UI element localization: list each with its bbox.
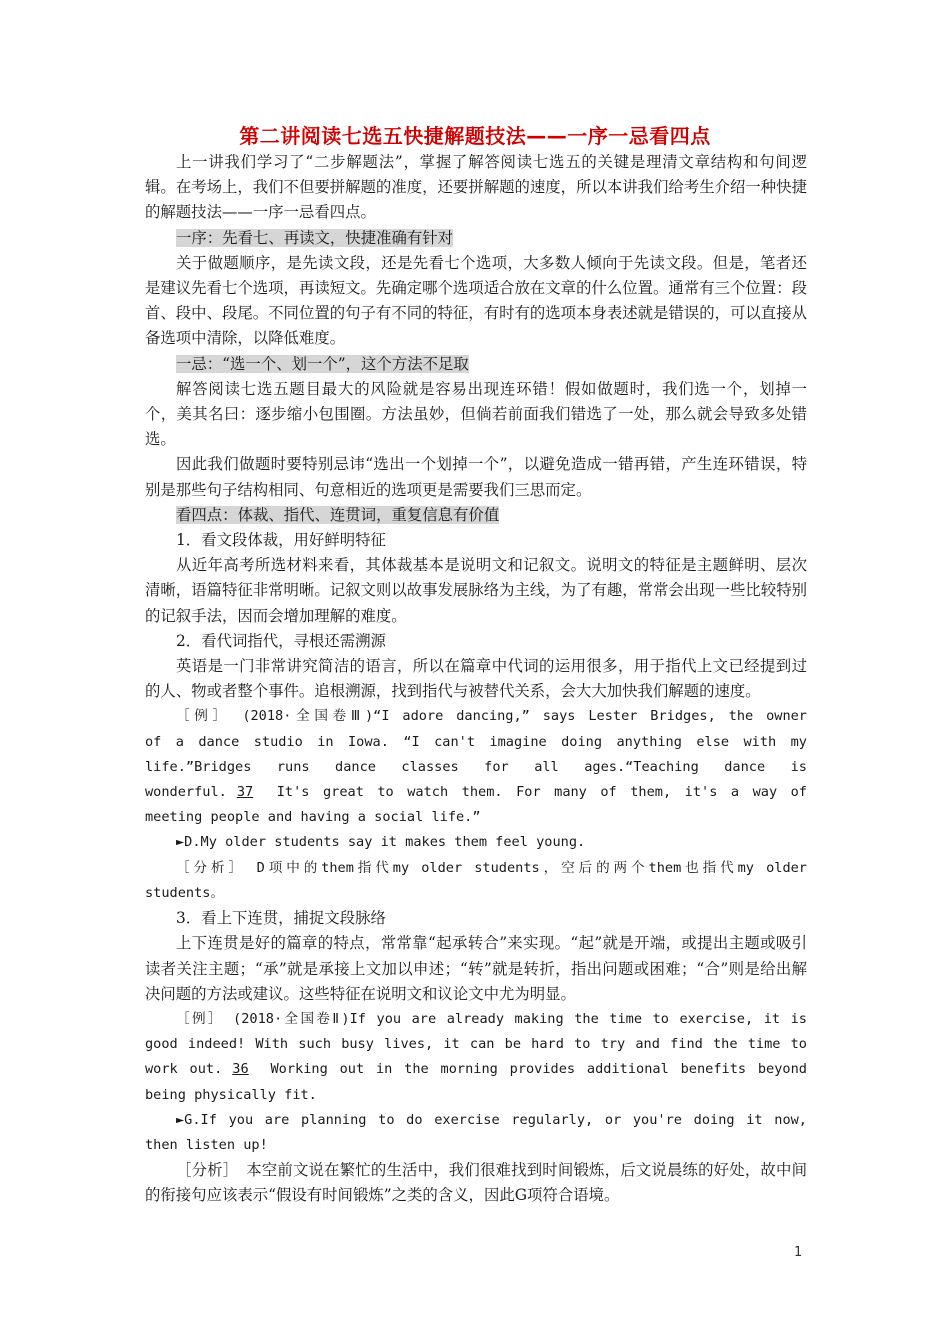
example-2-line: ［例］ (2018·全国卷Ⅱ)If you are already making the time to exercise, it is xyxy=(176,1010,807,1027)
example-1-text: It's great to watch them. For many of them, it's a way of xyxy=(263,784,807,801)
example-2-text: work out. xyxy=(145,1061,223,1078)
section-avoid-paragraph-2: 因此我们做题时要特别忌讳“选出一个划掉一个”，以避免造成一错再错，产生连环错误，特别是那些句子结构相同、句意相近的选项更是需要我们三思而定。 xyxy=(145,455,807,499)
section-heading-order xyxy=(145,226,807,251)
example-1-answer: ►D.My older students say it makes them feel young. xyxy=(176,834,586,851)
example-2-analysis: ［分析］ 本空前文说在繁忙的生活中，我们很难找到时间锻炼，后文说晨练的好处，故中间的衔接句应该表示“假设有时间锻炼”之类的含义，因此G项符合语境。 xyxy=(145,1161,807,1205)
example-1-line: ［例］ (2018·全国卷Ⅲ)“I adore dancing,” says Lester Bridges, the owner xyxy=(176,708,807,725)
point3-heading: 3．看上下连贯，捕捉文段脉络 xyxy=(176,909,386,928)
section-heading-four-points-text: 看四点：体裁、指代、连贯词，重复信息有价值 xyxy=(176,505,500,524)
section-heading-four-points xyxy=(145,503,807,528)
intro-paragraph: 上一讲我们学习了“二步解题法”，掌握了解答阅读七选五的关键是理清文章结构和句间逻辑。在考场上，我们不但要拼解题的准度，还要拼解题的速度，所以本讲我们给考生介绍一种快捷的解题技法——一序一忌看四点。 xyxy=(145,153,807,222)
example-1-text: wonderful. xyxy=(145,784,227,801)
example-2-answer: ►G.If you are planning to do exercise regularly, or you're doing it now, xyxy=(176,1111,807,1128)
example-1-line: meeting people and having a social life.” xyxy=(145,809,481,826)
example-1 xyxy=(145,704,807,906)
page-number: 1 xyxy=(794,1245,803,1260)
example-1-line: of a dance studio in Iowa. “I can't imagine doing anything else with my xyxy=(145,733,807,750)
example-2-answer: then listen up! xyxy=(145,1136,268,1153)
page-title: 第二讲阅读七选五快捷解题技法——一序一忌看四点 xyxy=(239,124,711,148)
section-order-paragraph: 关于做题顺序，是先读文段，还是先看七个选项，大多数人倾向于先读文段。但是，笔者还是建议先看七个选项，再读短文。先确定哪个选项适合放在文章的什么位置。通常有三个位置：段首、段中、段尾。不同位置的句子有不同的特征，有时有的选项本身表述就是错误的，可以直接从备选项中清除，以降低难度。 xyxy=(145,253,807,348)
example-2-line xyxy=(145,1057,807,1082)
example-1-line xyxy=(145,780,807,805)
example-1-analysis: students。 xyxy=(145,884,225,901)
example-2 xyxy=(145,1007,807,1158)
example-2-line: being physically fit. xyxy=(145,1086,317,1103)
point1-paragraph: 从近年高考所选材料来看，其体裁基本是说明文和记叙文。说明文的特征是主题鲜明、层次清晰，语篇特征非常明晰。记叙文则以故事发展脉络为主线，为了有趣，常常会出现一些比较特别的记叙手法，因而会增加理解的难度。 xyxy=(145,556,807,625)
section-heading-avoid-text: 一忌：“选一个、划一个”，这个方法不足取 xyxy=(176,354,469,373)
example-2-text: Working out in the morning provides additional benefits beyond xyxy=(258,1061,807,1078)
blank-37: 37 xyxy=(236,784,254,801)
point2-heading: 2．看代词指代，寻根还需溯源 xyxy=(176,631,386,650)
section-avoid-paragraph-1: 解答阅读七选五题目最大的风险就是容易出现连环错！假如做题时，我们选一个，划掉一个，美其名曰：逐步缩小包围圈。方法虽妙，但倘若前面我们错选了一处，那么就会导致多处错选。 xyxy=(145,379,807,449)
example-1-analysis: ［分析］ D项中的them指代my older students，空后的两个them也指代my older xyxy=(176,859,807,876)
section-heading-order-text: 一序：先看七、再读文，快捷准确有针对 xyxy=(176,228,454,247)
example-2-line: good indeed! With such busy lives, it can be hard to try and find the time to xyxy=(145,1036,807,1053)
point3-paragraph: 上下连贯是好的篇章的特点，常常靠“起承转合”来实现。“起”就是开端，或提出主题或吸引读者关注主题；“承”就是承接上文加以申述；“转”就是转折，指出问题或困难；“合”则是给出解决问题的方法或建议。这些特征在说明文和议论文中尤为明显。 xyxy=(145,934,807,1003)
document-body xyxy=(145,150,807,1209)
point1-heading: 1．看文段体裁，用好鲜明特征 xyxy=(176,531,386,550)
example-1-line: life.”Bridges runs dance classes for all ages.“Teaching dance is xyxy=(145,758,807,775)
blank-36: 36 xyxy=(232,1061,249,1078)
section-heading-avoid xyxy=(145,352,807,377)
point2-paragraph: 英语是一门非常讲究简洁的语言，所以在篇章中代词的运用很多，用于指代上文已经提到过的人、物或者整个事件。追根溯源，找到指代与被替代关系，会大大加快我们解题的速度。 xyxy=(145,657,807,701)
